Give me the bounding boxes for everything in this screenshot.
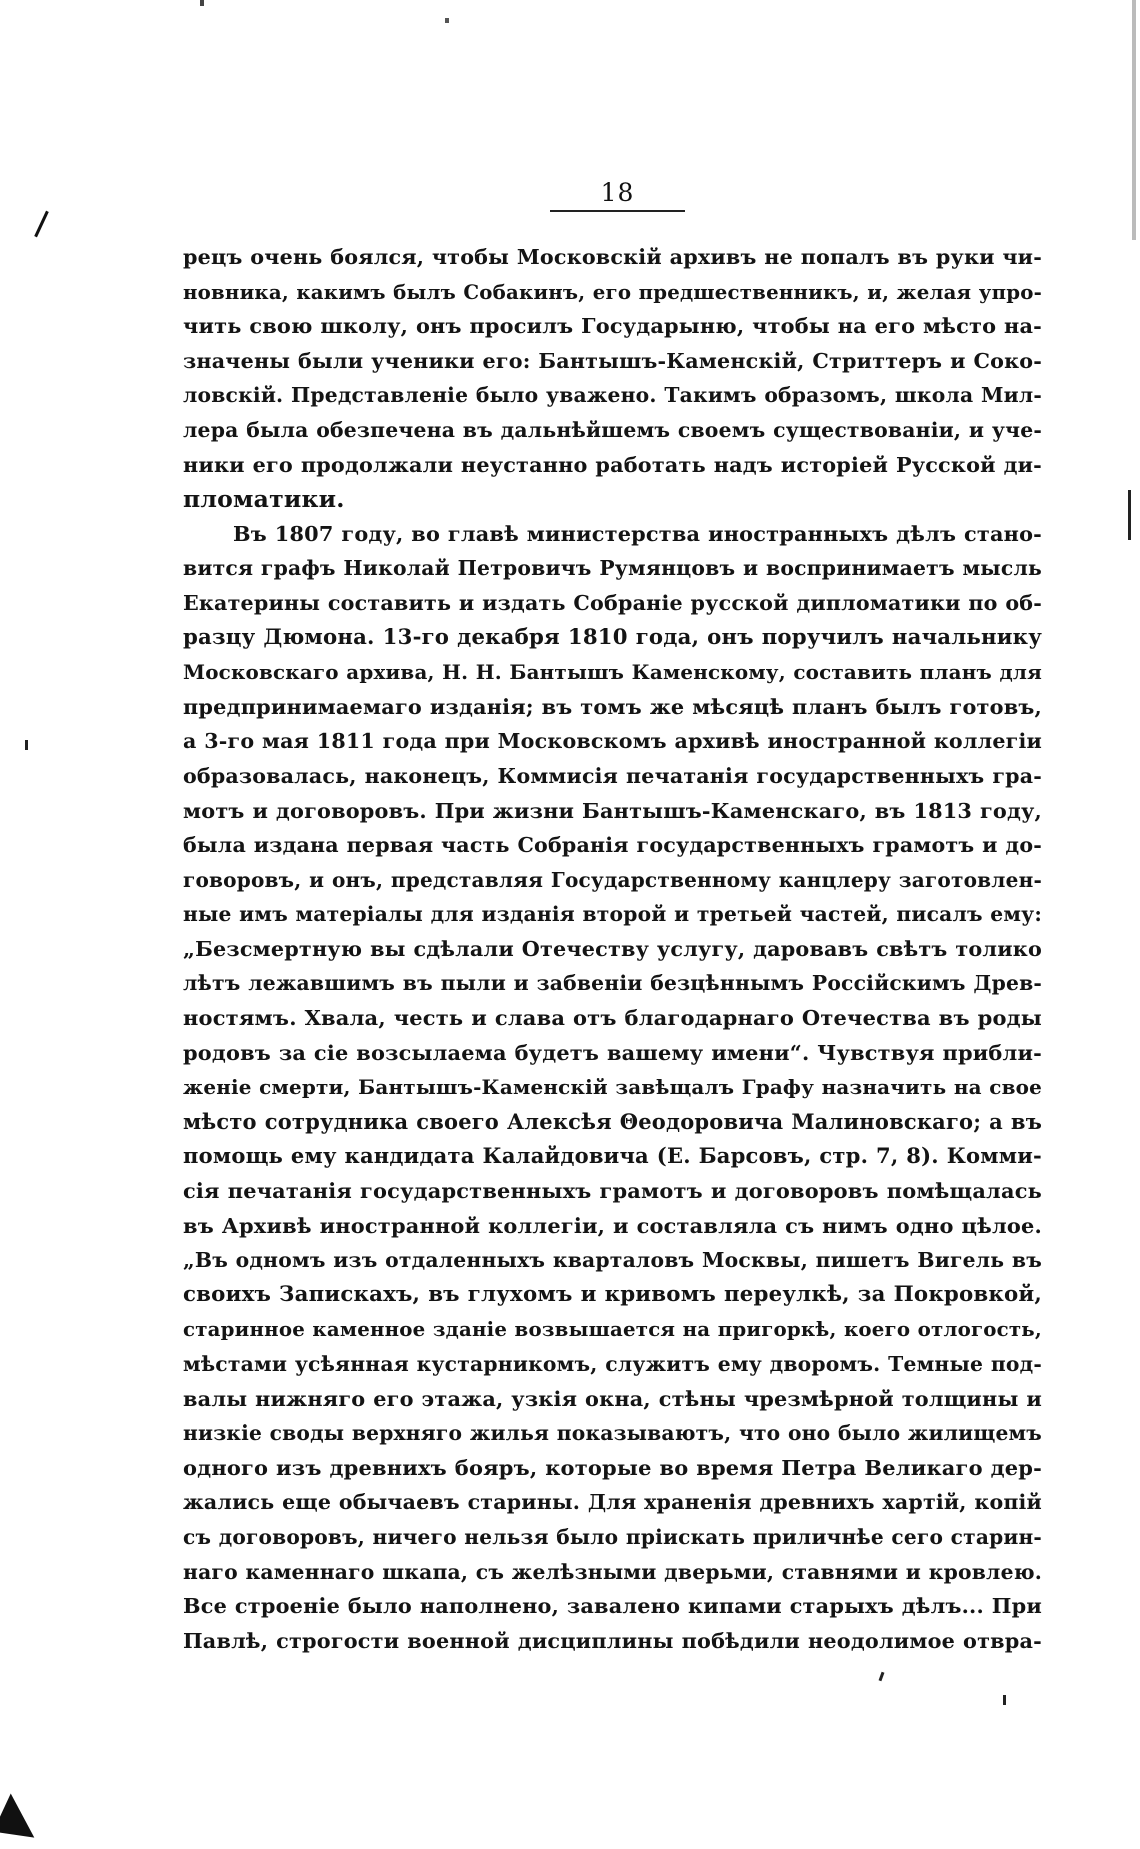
page-corner-mark [0,1794,47,1849]
text-line: „Безсмертную вы сдѣлали Отечеству услугу, даровавъ свѣтъ толико [183,936,1042,961]
text-line: значены были ученики его: Бантышъ-Каменскій, Стриттеръ и Соко- [183,348,1042,373]
text-line: лѣтъ лежавшимъ въ пыли и забвеніи безцѣннымъ Россійскимъ Древ- [183,971,1042,996]
text-line: ностямъ. Хвала, честь и слава отъ благодарнаго Отечества въ роды [183,1005,1042,1031]
text-line: своихъ Запискахъ, въ глухомъ и кривомъ переулкѣ, за Покровкой, [183,1281,1042,1307]
text-line: мотъ и договоровъ. При жизни Бантышъ-Каменскаго, въ 1813 году, [183,797,1042,823]
scan-speck [25,740,28,750]
text-line: мѣстами усѣянная кустарникомъ, служитъ ему дворомъ. Темные под- [183,1352,1042,1376]
text-line: новника, какимъ былъ Собакинъ, его предшественникъ, и, желая упро- [183,279,1042,304]
text-line: Все строеніе было наполнено, завалено кипами старыхъ дѣлъ... При [183,1593,1042,1619]
text-line: ные имъ матеріалы для изданія второй и третьей частей, писалъ ему: [183,902,1042,927]
text-line: образовалась, наконецъ, Коммисія печатанія государственныхъ гра- [183,763,1042,788]
scan-speck [1003,1695,1006,1705]
text-line: Въ 1807 году, во главѣ министерства иностранныхъ дѣлъ стано- [233,520,1042,546]
text-line: Екатерины составить и издать Собраніе русской дипломатики по об- [183,590,1042,615]
scan-speck [200,0,204,6]
text-line: а 3-го мая 1811 года при Московскомъ архивѣ иностранной коллегіи [183,729,1042,754]
text-line: старинное каменное зданіе возвышается на пригоркѣ, коего отлогость, [183,1317,1042,1342]
margin-pencil-mark [34,211,49,238]
page-header [550,178,685,212]
text-line: валы нижняго его этажа, узкія окна, стѣны чрезмѣрной толщины и [183,1385,1042,1411]
text-line: Павлѣ, строгости военной дисциплины побѣдили неодолимое отвра- [183,1627,1042,1653]
text-line: вится графъ Николай Петровичъ Румянцовъ и воспринимаетъ мысль [183,556,1042,581]
text-line: Московскаго архива, Н. Н. Бантышъ Каменскому, составить планъ для [183,660,1042,685]
text-line: была издана первая часть Собранія государственныхъ грамотъ и до- [183,833,1042,858]
text-line: ники его продолжали неустанно работать надъ исторіей Русской ди- [183,452,1042,477]
text-line: мѣсто сотрудника своего Алексѣя Θеодоровича Малиновскаго; а въ [183,1108,1042,1134]
scan-edge-mark [1128,490,1131,540]
header-rule [550,210,685,212]
text-line: разцу Дюмона. 13-го декабря 1810 года, онъ поручилъ начальнику [183,624,1042,650]
text-line: „Въ одномъ изъ отдаленныхъ кварталовъ Москвы, пишетъ Вигель въ [183,1248,1042,1273]
scan-speck [879,1672,885,1681]
text-line: говоровъ, и онъ, представляя Государственному канцлеру заготовлен- [183,867,1042,892]
text-line: одного изъ древнихъ бояръ, которые во время Петра Великаго дер- [183,1454,1042,1480]
text-line: предпринимаемаго изданія; въ томъ же мѣсяцѣ планъ былъ готовъ, [183,693,1042,719]
text-line: лера была обезпечена въ дальнѣйшемъ своемъ существованіи, и уче- [183,417,1042,442]
body-text [183,240,1042,1658]
text-line: женіе смерти, Бантышъ-Каменскій завѣщалъ Графу назначить на свое [183,1075,1042,1100]
text-line: наго каменнаго шкапа, съ желѣзными дверьми, ставнями и кровлею. [183,1559,1042,1584]
text-line: родовъ за сіе возсылаема будетъ вашему имени“. Чувствуя прибли- [183,1039,1042,1065]
scan-edge-shadow [1132,0,1136,240]
scan-speck [445,18,449,23]
text-line: рецъ очень боялся, чтобы Московскій архивъ не попалъ въ руки чи- [183,245,1042,269]
text-line: въ Архивѣ иностранной коллегіи, и составляла съ нимъ одно цѣлое. [183,1212,1042,1238]
text-line: ловскій. Представленіе было уважено. Такимъ образомъ, школа Мил- [183,383,1042,408]
page-number: 18 [600,178,635,207]
text-line: жались еще обычаевъ старины. Для храненія древнихъ хартій, копій [183,1490,1042,1515]
text-line: съ договоровъ, ничего нельзя было пріискать приличнѣе сего старин- [183,1524,1042,1549]
text-line: низкіе своды верхняго жилья показываютъ, что оно было жилищемъ [183,1421,1042,1446]
text-line: чить свою школу, онъ просилъ Государыню, чтобы на его мѣсто на- [183,313,1042,339]
text-line: пломатики. [183,485,345,514]
text-line: помощь ему кандидата Калайдовича (Е. Барсовъ, стр. 7, 8). Комми- [183,1143,1042,1169]
text-line: сія печатанія государственныхъ грамотъ и договоровъ помѣщалась [183,1178,1042,1204]
